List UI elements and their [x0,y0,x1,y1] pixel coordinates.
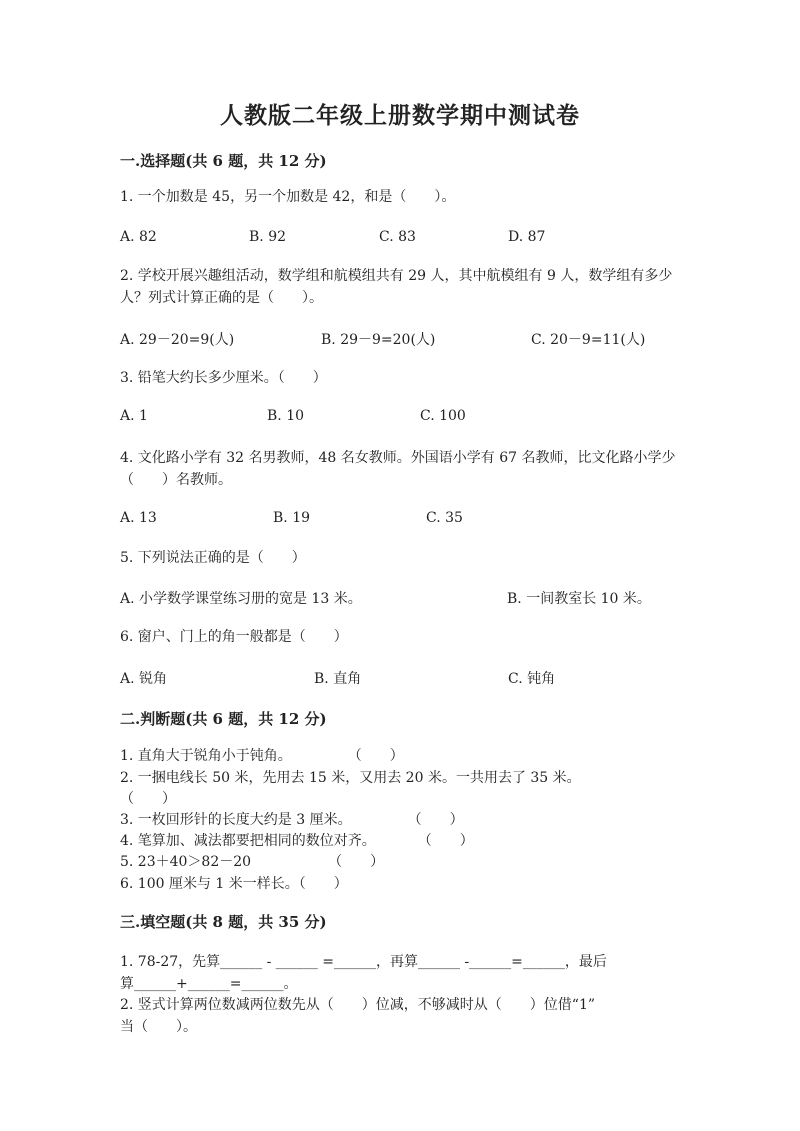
option-b: B. 直角 [314,671,362,687]
option-b: B. 一间教室长 10 米。 [507,591,651,607]
section-heading-judge: 二.判断题(共 6 题，共 12 分) [120,710,327,728]
option-a: A. 锐角 [120,671,168,687]
question-text: 4. 文化路小学有 32 名男教师，48 名女教师。外国语小学有 67 名教师，比文化路小学少（ ）名教师。 [120,450,676,488]
option-c: C. 100 [420,408,466,424]
section-heading-choice: 一.选择题(共 6 题，共 12 分) [120,152,327,170]
option-d: D. 87 [508,229,546,245]
option-c: C. 钝角 [508,671,556,687]
option-c: C. 83 [379,229,416,245]
fill-item-continued: 当（ ）。 [120,1019,197,1035]
fill-item: 1. 78-27，先算______ - ______ =______，再算______ -______=______，最后 [120,954,607,970]
question-text: 6. 窗户、门上的角一般都是（ ） [120,629,348,645]
judge-item-bracket: （ ） [120,791,176,807]
question-text: 5. 下列说法正确的是（ ） [120,550,306,566]
section-heading-fill: 三.填空题(共 8 题，共 35 分) [120,913,327,931]
question-text: 3. 铅笔大约长多少厘米。（ ） [120,370,327,386]
option-b: B. 92 [249,229,287,245]
option-b: B. 19 [273,510,311,526]
fill-item-continued: 算______+______=______。 [120,976,298,992]
option-a: A. 小学数学课堂练习册的宽是 13 米。 [120,591,362,607]
judge-item: 1. 直角大于锐角小于钝角。 （ ） [120,748,404,764]
option-a: A. 29－20=9(人) [120,332,235,348]
option-b: B. 10 [267,408,305,424]
judge-item: 3. 一枚回形针的长度大约是 3 厘米。 （ ） [120,812,464,828]
fill-item: 2. 竖式计算两位数减两位数先从（ ）位减，不够减时从（ ）位借“1” [120,997,596,1013]
judge-item: 5. 23＋40＞82－20 （ ） [120,854,385,870]
question-text: 1. 一个加数是 45，另一个加数是 42，和是（ ）。 [120,189,456,205]
page-title: 人教版二年级上册数学期中测试卷 [220,102,580,129]
judge-item: 6. 100 厘米与 1 米一样长。（ ） [120,876,348,892]
option-b: B. 29－9=20(人) [321,332,436,348]
option-a: A. 82 [120,229,157,245]
option-a: A. 1 [120,408,148,424]
question-text: 2. 学校开展兴趣组活动，数学组和航模组共有 29 人，其中航模组有 9 人，数学组有多少人？列式计算正确的是（ ）。 [120,268,673,306]
judge-item: 4. 笔算加、减法都要把相同的数位对齐。 （ ） [120,833,474,849]
judge-item: 2. 一捆电线长 50 米，先用去 15 米，又用去 20 米。一共用去了 35 米。 [120,770,581,786]
option-a: A. 13 [120,510,157,526]
option-c: C. 20－9=11(人) [531,332,646,348]
option-c: C. 35 [426,510,463,526]
